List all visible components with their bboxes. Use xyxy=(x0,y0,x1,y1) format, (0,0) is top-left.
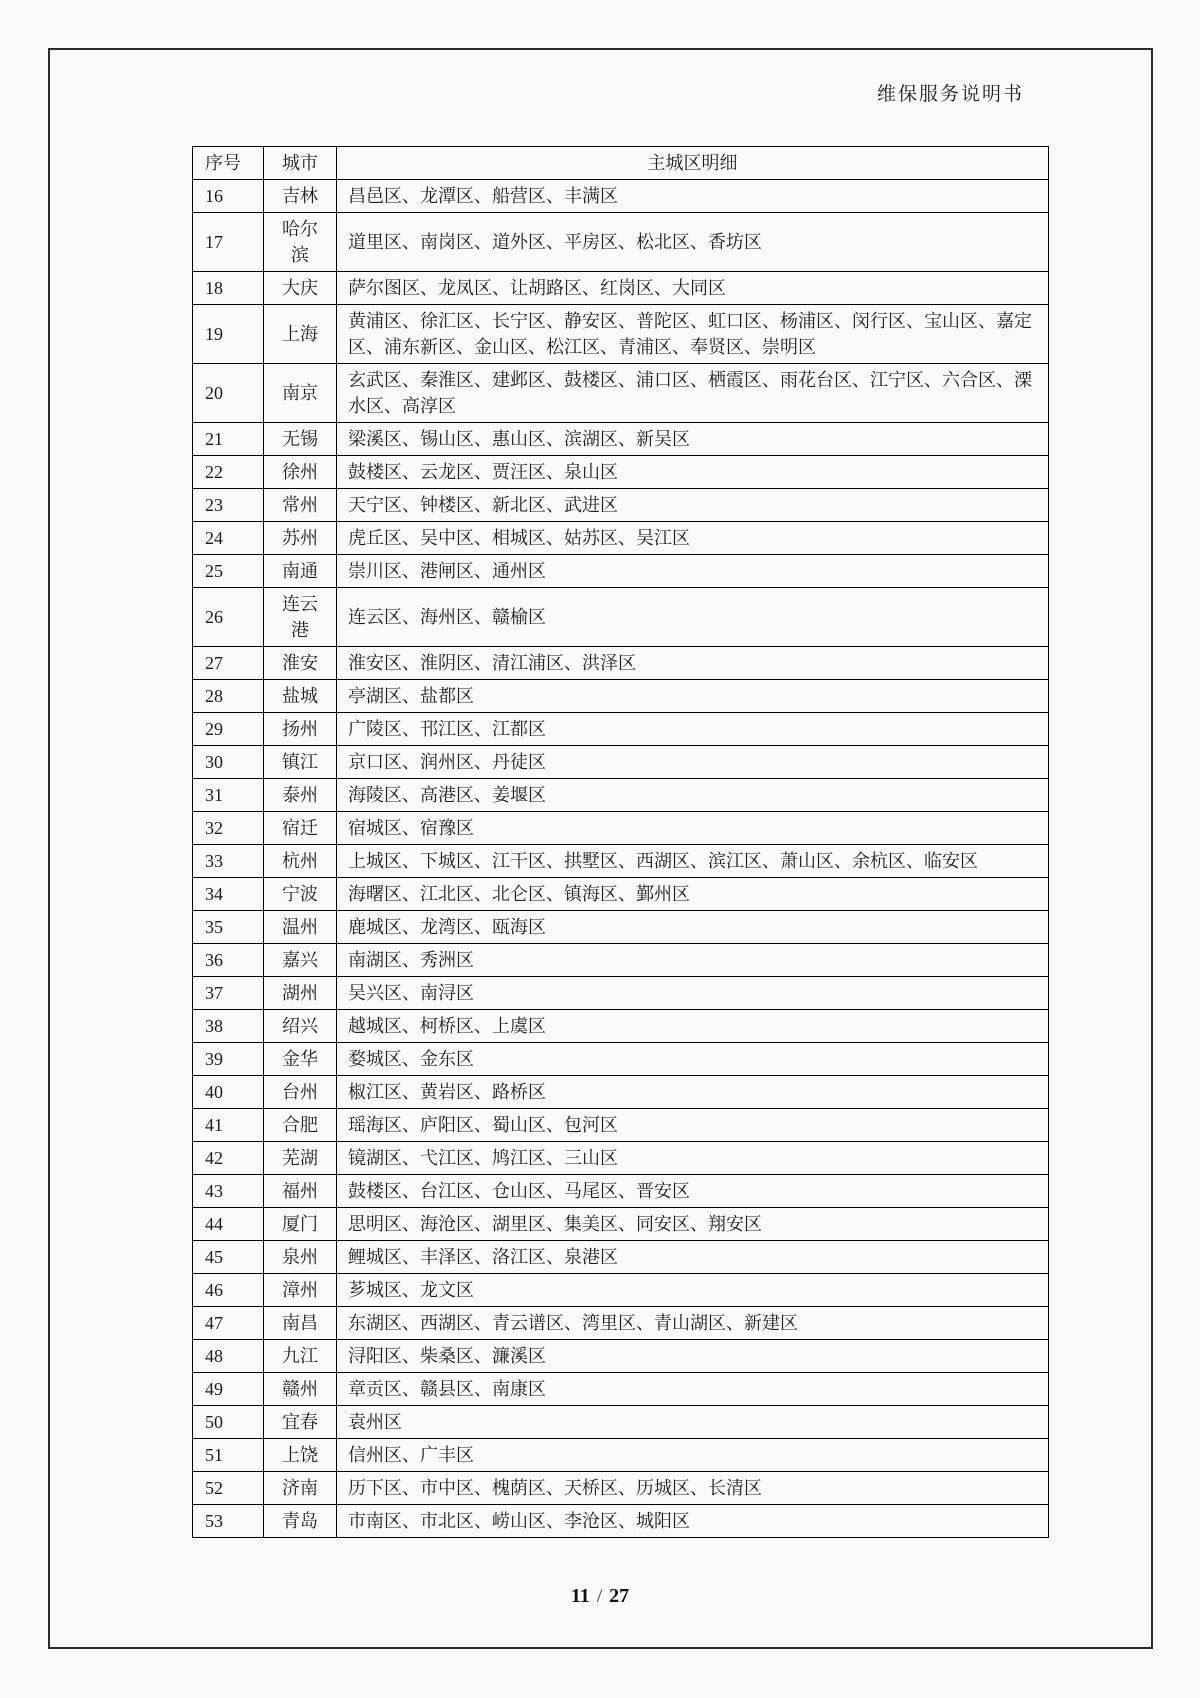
serial-number-cell: 31 xyxy=(193,779,264,812)
city-name-cell: 泰州 xyxy=(264,779,337,812)
city-name-cell: 镇江 xyxy=(264,746,337,779)
serial-number-cell: 30 xyxy=(193,746,264,779)
districts-list-cell: 吴兴区、南浔区 xyxy=(337,977,1049,1010)
districts-list-cell: 袁州区 xyxy=(337,1406,1049,1439)
city-name-cell: 无锡 xyxy=(264,423,337,456)
table-row xyxy=(193,713,1049,746)
city-name-cell: 淮安 xyxy=(264,647,337,680)
serial-number-cell: 33 xyxy=(193,845,264,878)
city-name-cell: 宿迁 xyxy=(264,812,337,845)
table-row xyxy=(193,944,1049,977)
city-name-cell: 厦门 xyxy=(264,1208,337,1241)
city-name-cell: 漳州 xyxy=(264,1274,337,1307)
table-row xyxy=(193,272,1049,305)
districts-list-cell: 梁溪区、锡山区、惠山区、滨湖区、新吴区 xyxy=(337,423,1049,456)
city-name-cell: 福州 xyxy=(264,1175,337,1208)
table-row xyxy=(193,213,1049,272)
serial-number-cell: 34 xyxy=(193,878,264,911)
serial-number-cell: 52 xyxy=(193,1472,264,1505)
districts-list-cell: 淮安区、淮阴区、清江浦区、洪泽区 xyxy=(337,647,1049,680)
city-name-cell: 台州 xyxy=(264,1076,337,1109)
table-row xyxy=(193,1340,1049,1373)
serial-number-cell: 47 xyxy=(193,1307,264,1340)
page-number-separator: / xyxy=(596,1586,603,1607)
districts-list-cell: 婺城区、金东区 xyxy=(337,1043,1049,1076)
districts-list-cell: 章贡区、赣县区、南康区 xyxy=(337,1373,1049,1406)
districts-list-cell: 宿城区、宿豫区 xyxy=(337,812,1049,845)
districts-list-cell: 海陵区、高港区、姜堰区 xyxy=(337,779,1049,812)
city-name-cell: 南通 xyxy=(264,555,337,588)
serial-number-cell: 35 xyxy=(193,911,264,944)
serial-number-cell: 18 xyxy=(193,272,264,305)
table-header-row xyxy=(193,147,1049,180)
serial-number-cell: 23 xyxy=(193,489,264,522)
districts-list-cell: 市南区、市北区、崂山区、李沧区、城阳区 xyxy=(337,1505,1049,1538)
districts-list-cell: 东湖区、西湖区、青云谱区、湾里区、青山湖区、新建区 xyxy=(337,1307,1049,1340)
table-row xyxy=(193,1208,1049,1241)
table-row xyxy=(193,977,1049,1010)
districts-list-cell: 历下区、市中区、槐荫区、天桥区、历城区、长清区 xyxy=(337,1472,1049,1505)
serial-number-cell: 28 xyxy=(193,680,264,713)
table-row xyxy=(193,1241,1049,1274)
city-name-cell: 南昌 xyxy=(264,1307,337,1340)
districts-list-cell: 鼓楼区、台江区、仓山区、马尾区、晋安区 xyxy=(337,1175,1049,1208)
serial-number-cell: 45 xyxy=(193,1241,264,1274)
city-name-cell: 青岛 xyxy=(264,1505,337,1538)
districts-list-cell: 椒江区、黄岩区、路桥区 xyxy=(337,1076,1049,1109)
table-row xyxy=(193,1175,1049,1208)
districts-list-cell: 越城区、柯桥区、上虞区 xyxy=(337,1010,1049,1043)
total-page-count: 27 xyxy=(609,1585,630,1607)
districts-list-cell: 连云区、海州区、赣榆区 xyxy=(337,588,1049,647)
table-row xyxy=(193,1010,1049,1043)
city-name-cell: 吉林 xyxy=(264,180,337,213)
districts-list-cell: 天宁区、钟楼区、新北区、武进区 xyxy=(337,489,1049,522)
table-row xyxy=(193,1307,1049,1340)
serial-number-cell: 21 xyxy=(193,423,264,456)
city-name-cell: 合肥 xyxy=(264,1109,337,1142)
table-row xyxy=(193,555,1049,588)
city-name-cell: 芜湖 xyxy=(264,1142,337,1175)
serial-number-cell: 37 xyxy=(193,977,264,1010)
table-row xyxy=(193,1406,1049,1439)
serial-number-cell: 20 xyxy=(193,364,264,423)
serial-number-cell: 16 xyxy=(193,180,264,213)
table-row xyxy=(193,364,1049,423)
table-row xyxy=(193,423,1049,456)
serial-number-cell: 17 xyxy=(193,213,264,272)
city-name-cell: 徐州 xyxy=(264,456,337,489)
serial-number-cell: 42 xyxy=(193,1142,264,1175)
serial-number-cell: 53 xyxy=(193,1505,264,1538)
districts-list-cell: 鼓楼区、云龙区、贾汪区、泉山区 xyxy=(337,456,1049,489)
districts-list-cell: 广陵区、邗江区、江都区 xyxy=(337,713,1049,746)
districts-list-cell: 鹿城区、龙湾区、瓯海区 xyxy=(337,911,1049,944)
city-name-cell: 湖州 xyxy=(264,977,337,1010)
serial-number-cell: 27 xyxy=(193,647,264,680)
table-row xyxy=(193,180,1049,213)
city-name-cell: 绍兴 xyxy=(264,1010,337,1043)
districts-list-cell: 崇川区、港闸区、通州区 xyxy=(337,555,1049,588)
districts-list-cell: 浔阳区、柴桑区、濂溪区 xyxy=(337,1340,1049,1373)
table-row xyxy=(193,588,1049,647)
districts-list-cell: 思明区、海沧区、湖里区、集美区、同安区、翔安区 xyxy=(337,1208,1049,1241)
table-row xyxy=(193,1472,1049,1505)
serial-number-cell: 36 xyxy=(193,944,264,977)
districts-list-cell: 玄武区、秦淮区、建邺区、鼓楼区、浦口区、栖霞区、雨花台区、江宁区、六合区、溧水区、高淳区 xyxy=(337,364,1049,423)
table-row xyxy=(193,779,1049,812)
table-row xyxy=(193,647,1049,680)
table-row xyxy=(193,680,1049,713)
serial-number-cell: 43 xyxy=(193,1175,264,1208)
serial-number-cell: 39 xyxy=(193,1043,264,1076)
city-name-cell: 连云港 xyxy=(264,588,337,647)
city-name-cell: 南京 xyxy=(264,364,337,423)
city-name-cell: 宜春 xyxy=(264,1406,337,1439)
districts-list-cell: 上城区、下城区、江干区、拱墅区、西湖区、滨江区、萧山区、余杭区、临安区 xyxy=(337,845,1049,878)
serial-number-cell: 32 xyxy=(193,812,264,845)
serial-number-cell: 50 xyxy=(193,1406,264,1439)
districts-list-cell: 萨尔图区、龙凤区、让胡路区、红岗区、大同区 xyxy=(337,272,1049,305)
table-row xyxy=(193,1373,1049,1406)
serial-number-cell: 25 xyxy=(193,555,264,588)
table-row xyxy=(193,1109,1049,1142)
table-header xyxy=(193,147,1049,180)
serial-number-cell: 44 xyxy=(193,1208,264,1241)
city-name-cell: 泉州 xyxy=(264,1241,337,1274)
city-name-cell: 盐城 xyxy=(264,680,337,713)
serial-number-cell: 46 xyxy=(193,1274,264,1307)
table-row xyxy=(193,456,1049,489)
districts-list-cell: 昌邑区、龙潭区、船营区、丰满区 xyxy=(337,180,1049,213)
districts-list-cell: 瑶海区、庐阳区、蜀山区、包河区 xyxy=(337,1109,1049,1142)
city-name-cell: 金华 xyxy=(264,1043,337,1076)
city-name-cell: 常州 xyxy=(264,489,337,522)
table-row xyxy=(193,845,1049,878)
districts-list-cell: 道里区、南岗区、道外区、平房区、松北区、香坊区 xyxy=(337,213,1049,272)
districts-list-cell: 南湖区、秀洲区 xyxy=(337,944,1049,977)
table-row xyxy=(193,1142,1049,1175)
table-row xyxy=(193,1043,1049,1076)
city-name-cell: 九江 xyxy=(264,1340,337,1373)
table-row xyxy=(193,746,1049,779)
city-name-cell: 杭州 xyxy=(264,845,337,878)
districts-list-cell: 海曙区、江北区、北仑区、镇海区、鄞州区 xyxy=(337,878,1049,911)
table-row xyxy=(193,1439,1049,1472)
table-row xyxy=(193,911,1049,944)
serial-number-cell: 48 xyxy=(193,1340,264,1373)
city-name-cell: 济南 xyxy=(264,1472,337,1505)
serial-number-cell: 24 xyxy=(193,522,264,555)
table-row xyxy=(193,812,1049,845)
districts-list-cell: 鲤城区、丰泽区、洛江区、泉港区 xyxy=(337,1241,1049,1274)
city-name-cell: 赣州 xyxy=(264,1373,337,1406)
city-name-cell: 苏州 xyxy=(264,522,337,555)
column-header-city: 城市 xyxy=(264,147,337,180)
serial-number-cell: 19 xyxy=(193,305,264,364)
districts-list-cell: 虎丘区、吴中区、相城区、姑苏区、吴江区 xyxy=(337,522,1049,555)
city-name-cell: 哈尔滨 xyxy=(264,213,337,272)
city-districts-table xyxy=(192,146,1049,1538)
city-name-cell: 嘉兴 xyxy=(264,944,337,977)
serial-number-cell: 26 xyxy=(193,588,264,647)
serial-number-cell: 38 xyxy=(193,1010,264,1043)
serial-number-cell: 40 xyxy=(193,1076,264,1109)
table-row xyxy=(193,489,1049,522)
districts-list-cell: 镜湖区、弋江区、鸠江区、三山区 xyxy=(337,1142,1049,1175)
districts-list-cell: 信州区、广丰区 xyxy=(337,1439,1049,1472)
document-title: 维保服务说明书 xyxy=(876,84,1024,105)
table-row xyxy=(193,305,1049,364)
city-name-cell: 扬州 xyxy=(264,713,337,746)
serial-number-cell: 22 xyxy=(193,456,264,489)
city-name-cell: 温州 xyxy=(264,911,337,944)
column-header-districts: 主城区明细 xyxy=(337,147,1049,180)
table-row xyxy=(193,522,1049,555)
table-body xyxy=(193,180,1049,1538)
page-footer xyxy=(0,1585,1200,1608)
current-page-number: 11 xyxy=(570,1585,590,1607)
districts-list-cell: 黄浦区、徐汇区、长宁区、静安区、普陀区、虹口区、杨浦区、闵行区、宝山区、嘉定区、浦东新区、金山区、松江区、青浦区、奉贤区、崇明区 xyxy=(337,305,1049,364)
districts-list-cell: 京口区、润州区、丹徒区 xyxy=(337,746,1049,779)
table-row xyxy=(193,1505,1049,1538)
serial-number-cell: 51 xyxy=(193,1439,264,1472)
table-row xyxy=(193,1076,1049,1109)
table-row xyxy=(193,878,1049,911)
city-name-cell: 上海 xyxy=(264,305,337,364)
column-header-serial: 序号 xyxy=(193,147,264,180)
districts-list-cell: 芗城区、龙文区 xyxy=(337,1274,1049,1307)
table-row xyxy=(193,1274,1049,1307)
city-name-cell: 大庆 xyxy=(264,272,337,305)
city-name-cell: 上饶 xyxy=(264,1439,337,1472)
city-name-cell: 宁波 xyxy=(264,878,337,911)
serial-number-cell: 29 xyxy=(193,713,264,746)
serial-number-cell: 49 xyxy=(193,1373,264,1406)
districts-list-cell: 亭湖区、盐都区 xyxy=(337,680,1049,713)
serial-number-cell: 41 xyxy=(193,1109,264,1142)
